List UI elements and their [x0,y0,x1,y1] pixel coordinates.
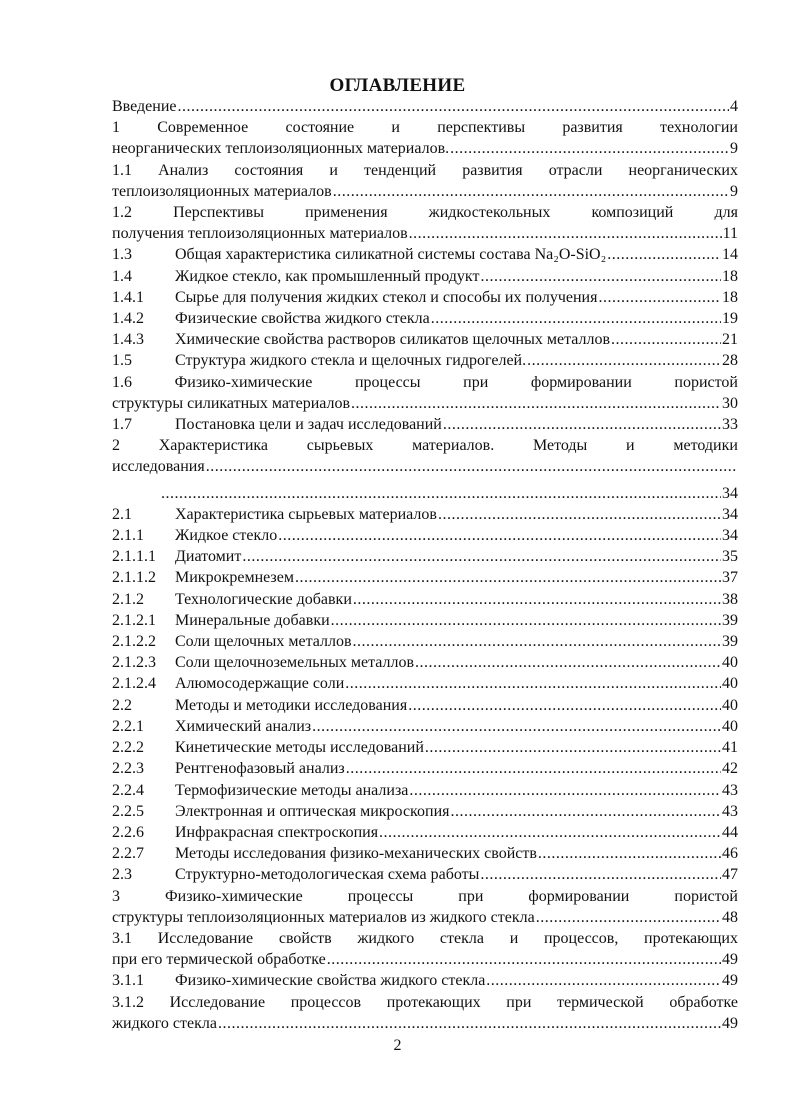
leader-dots [607,244,721,265]
toc-entry-word: технологии [660,119,738,137]
toc-entry[interactable] [112,695,738,716]
leader-dots [333,181,729,202]
toc-entry-title: Структурно-методологическая схема работы [175,866,480,884]
toc-entry-word: свойств [278,929,332,947]
toc-entry-last-line [112,456,738,477]
toc-entry-page: 40 [722,675,738,693]
leader-dots [327,949,721,970]
toc-entry-number: 2.1.2.1 [112,611,156,629]
toc-entry-title: Физико-химические свойства жидкого стекла [175,972,486,990]
toc-entry-word: состояния [234,161,304,179]
toc-entry-page: 18 [722,267,738,285]
toc-entry-page: 11 [722,225,738,243]
toc-entry-title: структуры силикатных материалов [112,394,351,412]
toc-entry-number: 2.2.7 [112,845,144,863]
toc-entry-number: 2.2.2 [112,739,144,757]
table-of-contents [112,96,738,1034]
toc-entry-title: Кинетические методы исследований [175,739,424,757]
toc-entry-number: 1.4 [112,267,132,285]
toc-entry-line [112,758,738,779]
leader-dots [345,673,721,694]
toc-entry-line [112,780,738,801]
toc-entry-last-line [112,393,738,414]
toc-entry-word: применения [305,204,388,222]
toc-entry-title: Постановка цели и задач исследований [175,416,442,434]
toc-entry-word: формировании [530,373,632,391]
toc-entry-first-line [112,928,738,949]
toc-entry-number: 3 [112,887,120,905]
toc-entry-word: процессы [347,887,414,905]
toc-entry[interactable] [112,435,738,504]
toc-entry-page: 39 [722,633,738,651]
toc-entry-line [112,737,738,758]
leader-dots [206,456,737,477]
toc-entry-first-line [112,160,738,181]
toc-entry[interactable] [112,244,738,265]
toc-entry[interactable] [112,546,738,567]
toc-entry-title: Термофизические методы анализа [175,781,409,799]
toc-entry[interactable] [112,737,738,758]
toc-entry-page: 34 [722,527,738,545]
leader-dots [409,223,722,244]
toc-entry-first-line [112,886,738,907]
toc-entry-number: 1.4.1 [112,288,144,306]
toc-entry-page: 34 [722,505,738,523]
toc-entry[interactable] [112,414,738,435]
toc-entry-last-line [112,1013,738,1034]
leader-dots [431,308,721,329]
leader-dots [331,610,721,631]
toc-entry-title: Методы исследования физико-механических свойств [175,845,537,863]
toc-entry-number: 2.3 [112,866,132,884]
toc-entry-number: 1.4.2 [112,310,144,328]
toc-entry-page: 4 [730,98,738,115]
toc-entry[interactable] [112,631,738,652]
toc-entry-line [112,970,738,991]
leader-dots [450,138,729,159]
toc-entry-word: жидкого [357,929,415,947]
toc-entry-page: 39 [722,611,738,629]
toc-entry-page: 34 [722,484,738,502]
toc-entry[interactable] [112,589,738,610]
leader-dots [353,631,721,652]
leader-dots [346,758,721,779]
toc-entry-page: 14 [722,246,738,264]
toc-entry-line [112,525,738,546]
toc-entry-word: Перспективы [173,204,264,222]
toc-entry[interactable] [112,928,738,970]
toc-entry-word: Современное [157,119,249,137]
leader-dots [409,780,721,801]
toc-entry-line [112,287,738,308]
toc-entry-line [112,631,738,652]
toc-entry-number: 2.2.6 [112,823,144,841]
toc-entry-title: Минеральные добавки [175,611,330,629]
toc-entry-title: Жидкое стекло, как промышленный продукт [175,267,480,285]
toc-entry-line [112,822,738,843]
toc-entry-word: и [329,161,338,179]
toc-entry[interactable] [112,117,738,159]
toc-entry-number: 1.4.3 [112,331,144,349]
toc-entry-title: жидкого стекла [112,1014,217,1032]
toc-entry[interactable] [112,350,738,371]
toc-entry-title: Соли щелочных металлов [175,633,352,651]
toc-entry-page: 42 [722,760,738,778]
toc-entry-line [112,266,738,287]
toc-entry-title: получения теплоизоляционных материалов [112,225,408,243]
toc-entry-last-line [112,223,738,244]
toc-entry-line [112,567,738,588]
toc-entry-first-line [112,435,738,456]
toc-entry[interactable] [112,673,738,694]
toc-entry-title: Электронная и оптическая микроскопия [175,802,450,820]
toc-entry-page: 28 [722,352,738,370]
toc-entry-title: Общая характеристика силикатной системы состава Na₂O-SiO₂ [175,246,607,264]
toc-entry-word: методики [673,437,738,455]
toc-entry-number: 2.2.5 [112,802,144,820]
toc-entry[interactable] [112,758,738,779]
toc-entry-page: 33 [722,416,738,434]
toc-entry-title: Химические свойства растворов силикатов щелочных металлов [175,331,611,349]
toc-entry-page: 49 [722,951,738,969]
toc-entry-number: 2.1.2 [112,590,144,608]
toc-entry-number: 3.1.2 [112,993,144,1011]
toc-entry-first-line [112,372,738,393]
toc-entry-title: Введение [112,98,177,115]
toc-entry-word: материалов. [412,437,495,455]
leader-dots [351,393,721,414]
leader-dots [161,483,721,504]
leader-dots [451,801,722,822]
toc-entry[interactable] [112,610,738,631]
toc-entry-title: Диатомит [175,548,242,566]
toc-entry-page: 38 [722,590,738,608]
toc-entry-line [112,864,738,885]
toc-entry-line [112,673,738,694]
leader-dots [486,970,721,991]
leader-dots [611,329,721,350]
toc-entry-word: при [458,887,484,905]
toc-entry-word: процессов [290,993,362,1011]
toc-entry-number: 2.2.4 [112,781,144,799]
toc-entry-word: протекающих [386,993,481,1011]
toc-entry[interactable] [112,567,738,588]
toc-entry[interactable] [112,652,738,673]
toc-entry-line [112,843,738,864]
toc-entry-word: и [391,119,400,137]
toc-entry-number: 1.7 [112,416,132,434]
toc-entry-line [112,504,738,525]
toc-entry[interactable] [112,843,738,864]
toc-entry-line [112,244,738,265]
toc-entry-word: стекла [439,929,484,947]
toc-entry[interactable] [112,96,738,117]
toc-entry-page: 41 [722,739,738,757]
toc-entry-title: Сырье для получения жидких стекол и способы их получения [175,288,598,306]
toc-entry-word: процессы [354,373,421,391]
toc-entry-first-line [112,992,738,1013]
toc-entry-line [112,589,738,610]
toc-entry-word: термической [557,993,644,1011]
toc-entry-number: 3.1.1 [112,972,144,990]
toc-entry-number: 2.1.2.2 [112,633,156,651]
toc-entry-page: 49 [722,1014,738,1032]
toc-entry-page-line [112,483,738,504]
toc-entry-word: состояние [285,119,355,137]
toc-entry-title: исследования [112,458,205,476]
toc-entry[interactable] [112,308,738,329]
toc-entry-page: 21 [722,331,738,349]
toc-entry-page: 40 [722,654,738,672]
leader-dots [312,716,721,737]
toc-entry-title: Структура жидкого стекла и щелочных гидрогелей. [175,352,527,370]
toc-entry[interactable] [112,992,738,1034]
toc-entry-line [112,801,738,822]
leader-dots [278,525,721,546]
toc-entry-last-line [112,181,738,202]
toc-entry-last-line [112,949,738,970]
toc-entry-title: при его термической обработке [112,951,326,969]
toc-entry-word: Методы [532,437,588,455]
toc-entry-title: Физические свойства жидкого стекла [175,310,430,328]
toc-entry-number: 2.1.2.4 [112,675,156,693]
toc-entry-page: 9 [730,140,738,158]
leader-dots [480,266,721,287]
toc-entry-line [112,329,738,350]
toc-entry-page: 18 [722,288,738,306]
leader-dots [480,864,721,885]
toc-entry-word: Исследование [169,993,266,1011]
toc-entry-word: процессов, [543,929,619,947]
toc-entry-title: Соли щелочноземельных металлов [175,654,415,672]
toc-entry[interactable] [112,801,738,822]
toc-entry-title: Жидкое стекло [175,527,278,545]
toc-entry-word: пористой [674,373,738,391]
toc-entry-number: 2.1.1.1 [112,548,156,566]
toc-entry-word: при [506,993,532,1011]
toc-entry-word: Исследование [157,929,254,947]
toc-entry-line [112,610,738,631]
toc-entry-page: 37 [722,569,738,587]
toc-entry-number: 2.2 [112,696,132,714]
toc-entry-word: перспективы [437,119,526,137]
toc-entry-word: развития [462,161,523,179]
toc-entry-number: 1.3 [112,246,132,264]
toc-entry[interactable] [112,886,738,928]
leader-dots [408,695,721,716]
toc-entry-page: 30 [722,394,738,412]
toc-entry-number: 3.1 [112,929,132,947]
toc-entry-title: Алюмосодержащие соли [175,675,345,693]
toc-entry-word: Характеристика [158,437,269,455]
toc-entry-page: 9 [730,182,738,200]
toc-entry-word: и [626,437,635,455]
leader-dots [527,350,721,371]
toc-entry[interactable] [112,970,738,991]
toc-entry-line [112,308,738,329]
page-number: 2 [393,1037,402,1054]
toc-entry-title: Химический анализ [175,717,312,735]
leader-dots [425,737,721,758]
toc-entry-word: обработке [669,993,738,1011]
leader-dots [415,652,721,673]
toc-entry-word: композиций [591,204,674,222]
toc-entry-word: развития [562,119,623,137]
toc-entry-number: 1.1 [112,161,132,179]
toc-entry-line [112,96,738,117]
leader-dots [353,589,721,610]
toc-entry-line [112,546,738,567]
toc-entry-line [112,414,738,435]
toc-entry-word: жидкостекольных [428,204,551,222]
toc-entry-number: 1 [112,119,120,137]
leader-dots [178,96,730,117]
leader-dots [598,287,721,308]
leader-dots [295,567,721,588]
toc-entry-title: структуры теплоизоляционных материалов из жидкого стекла [112,908,535,926]
toc-entry[interactable] [112,160,738,202]
leader-dots [379,822,721,843]
toc-entry-word: Физико-химические [174,373,313,391]
toc-entry-line [112,652,738,673]
toc-entry-page: 48 [722,908,738,926]
toc-entry-page: 43 [722,781,738,799]
toc-entry-page: 40 [722,717,738,735]
toc-entry[interactable] [112,504,738,525]
leader-dots [443,414,721,435]
toc-entry-page: 43 [722,802,738,820]
toc-entry-word: для [714,204,738,222]
toc-entry-word: сырьевых [306,437,374,455]
toc-entry-line [112,350,738,371]
page-title: ОГЛАВЛЕНИЕ [329,75,466,96]
leader-dots [242,546,721,567]
toc-entry[interactable] [112,780,738,801]
toc-entry-title: неорганических теплоизоляционных материалов. [112,140,450,158]
toc-entry-line [112,716,738,737]
toc-entry-title: Методы и методики исследования [175,696,408,714]
toc-entry-page: 40 [722,696,738,714]
toc-entry-number: 1.5 [112,352,132,370]
toc-entry-word: и [509,929,519,947]
toc-entry[interactable] [112,864,738,885]
toc-entry-last-line [112,138,738,159]
toc-entry-number: 1.6 [112,373,132,391]
toc-entry-line [112,695,738,716]
toc-entry-first-line [112,202,738,223]
toc-entry-page: 47 [722,866,738,884]
toc-entry-word: пористой [674,887,738,905]
toc-entry-word: Физико-химические [165,887,303,905]
toc-entry[interactable] [112,716,738,737]
toc-entry-word: отрасли [548,161,603,179]
toc-entry-number: 2.1 [112,505,132,523]
toc-entry-number: 2.2.1 [112,717,144,735]
toc-entry[interactable] [112,525,738,546]
toc-entry[interactable] [112,266,738,287]
leader-dots [536,907,721,928]
toc-entry-page: 19 [722,310,738,328]
toc-entry-word: неорганических [628,161,738,179]
leader-dots [218,1013,721,1034]
toc-entry-page: 44 [722,823,738,841]
toc-entry-word: протекающих [644,929,738,947]
toc-entry-last-line [112,907,738,928]
toc-entry-title: Характеристика сырьевых материалов [175,505,437,523]
toc-entry-number: 2.2.3 [112,760,144,778]
toc-entry-word: тенденций [363,161,437,179]
toc-entry-number: 1.2 [112,204,132,222]
toc-entry[interactable] [112,202,738,244]
toc-entry-word: Анализ [158,161,209,179]
toc-entry-number: 2.1.2.3 [112,654,156,672]
toc-entry-page: 46 [722,845,738,863]
toc-entry-page: 49 [722,972,738,990]
toc-entry[interactable] [112,822,738,843]
toc-entry-page: 35 [722,548,738,566]
leader-dots [538,843,721,864]
toc-entry-word: формировании [528,887,630,905]
toc-entry-title: Инфракрасная спектроскопия [175,823,379,841]
toc-entry-title: теплоизоляционных материалов [112,182,332,200]
toc-entry-title: Рентгенофазовый анализ [175,760,345,778]
toc-entry[interactable] [112,329,738,350]
leader-dots [438,504,721,525]
toc-entry[interactable] [112,372,738,414]
toc-entry[interactable] [112,287,738,308]
toc-entry-number: 2.1.1.2 [112,569,156,587]
toc-entry-word: при [463,373,489,391]
toc-entry-number: 2.1.1 [112,527,144,545]
toc-entry-first-line [112,117,738,138]
toc-entry-title: Технологические добавки [175,590,352,608]
toc-entry-number: 2 [112,437,120,455]
toc-entry-title: Микрокремнезем [175,569,294,587]
